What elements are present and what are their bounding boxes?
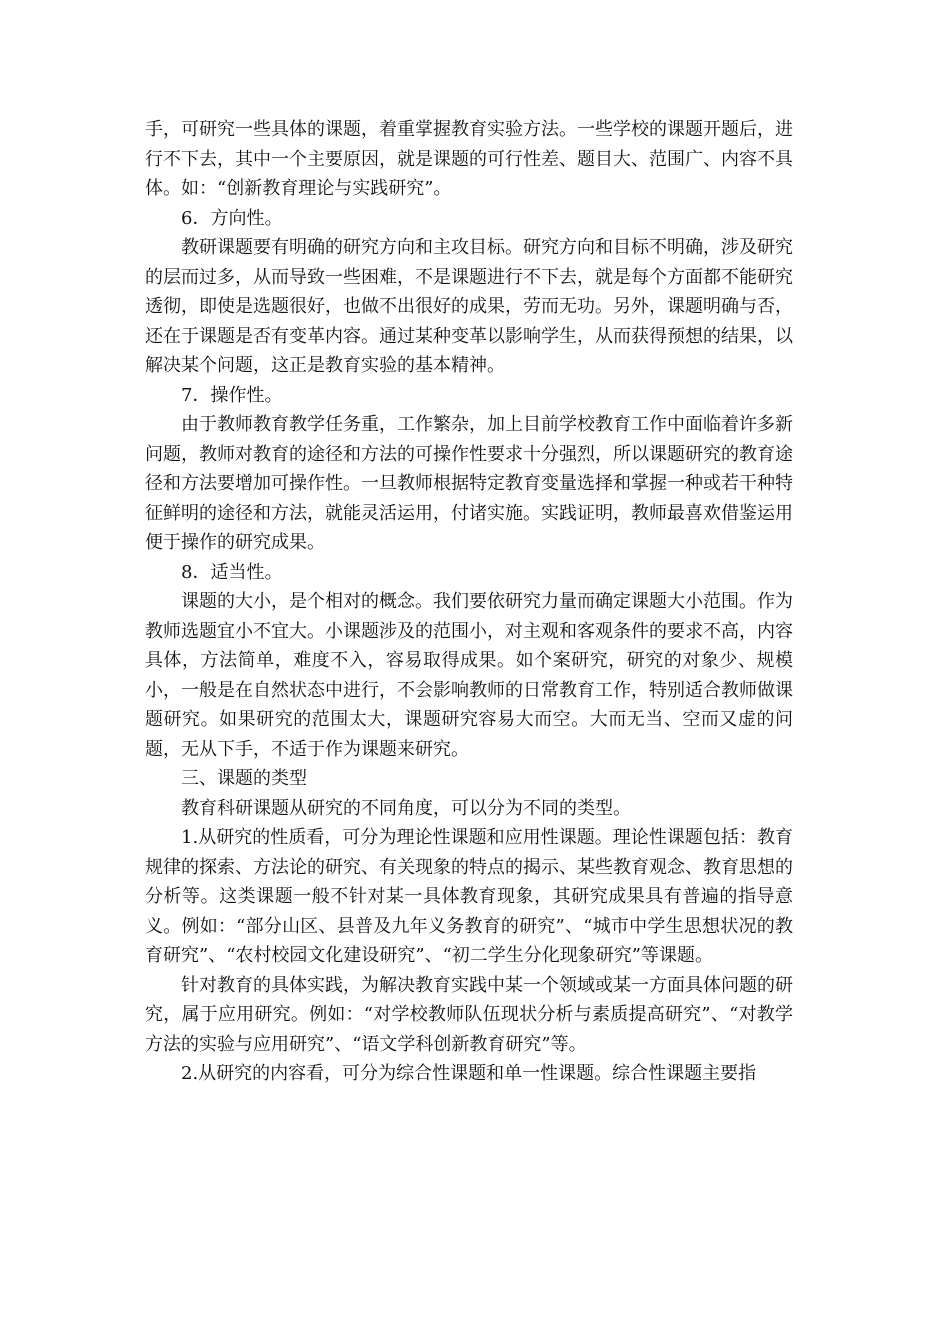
section-heading-types: 三、课题的类型	[181, 768, 307, 789]
paragraph-type-1: 1.从研究的性质看，可分为理论性课题和应用性课题。理论性课题包括：教育规律的探索、方法论的研究、有关现象的特点的揭示、某些教育观念、教育思想的分析等。这类课题一般不针对某一具体教育现象，其研究成果具有普遍的指导意义。例如：“部分山区、县普及九年义务教育的研究”、“城市中学生思想状况的教育研究”、“农村校园文化建设研究”、“初二学生分化现象研究”等课题。	[145, 827, 793, 966]
paragraph-applied-research: 针对教育的具体实践，为解决教育实践中某一个领域或某一方面具体问题的研究，属于应用研究。例如：“对学校教师队伍现状分析与素质提高研究”、“对教学方法的实验与应用研究”、“语文学科创新教育研究”等。	[145, 974, 793, 1055]
paragraph-type-2: 2.从研究的内容看，可分为综合性课题和单一性课题。综合性课题主要指	[181, 1063, 757, 1084]
heading-direction: 6．方向性。	[181, 207, 283, 229]
heading-operability: 7．操作性。	[181, 384, 283, 406]
paragraph-operability: 由于教师教育教学任务重，工作繁杂，加上目前学校教育工作中面临着许多新问题，教师对教育的途径和方法的可操作性要求十分强烈，所以课题研究的教育途径和方法要增加可操作性。一旦教师根据特定教育变量选择和掌握一种或若干种特征鲜明的途径和方法，就能灵活运用，付诸实施。实践证明，教师最喜欢借鉴运用便于操作的研究成果。	[145, 414, 793, 553]
document-page	[145, 115, 793, 1089]
heading-appropriateness: 8．适当性。	[181, 561, 283, 583]
paragraph-appropriateness: 课题的大小，是个相对的概念。我们要依研究力量而确定课题大小范围。作为教师选题宜小不宜大。小课题涉及的范围小，对主观和客观条件的要求不高，内容具体，方法简单，难度不入，容易取得成果。如个案研究，研究的对象少、规模小，一般是在自然状态中进行，不会影响教师的日常教育工作，特别适合教师做课题研究。如果研究的范围太大，课题研究容易大而空。大而无当、空而又虚的问题，无从下手，不适于作为课题来研究。	[145, 591, 793, 760]
paragraph-types-intro: 教育科研课题从研究的不同角度，可以分为不同的类型。	[181, 797, 631, 819]
paragraph-direction: 教研课题要有明确的研究方向和主攻目标。研究方向和目标不明确，涉及研究的层而过多，从而导致一些困难，不是课题进行不下去，就是每个方面都不能研究透彻，即使是选题很好，也做不出很好的成果，劳而无功。另外，课题明确与否，还在于课题是否有变革内容。通过某种变革以影响学生，从而获得预想的结果，以解决某个问题，这正是教育实验的基本精神。	[145, 237, 793, 376]
paragraph-continued: 手，可研究一些具体的课题，着重掌握教育实验方法。一些学校的课题开题后，进行不下去，其中一个主要原因，就是课题的可行性差、题目大、范围广、内容不具体。如：“创新教育理论与实践研究”。	[145, 119, 793, 199]
